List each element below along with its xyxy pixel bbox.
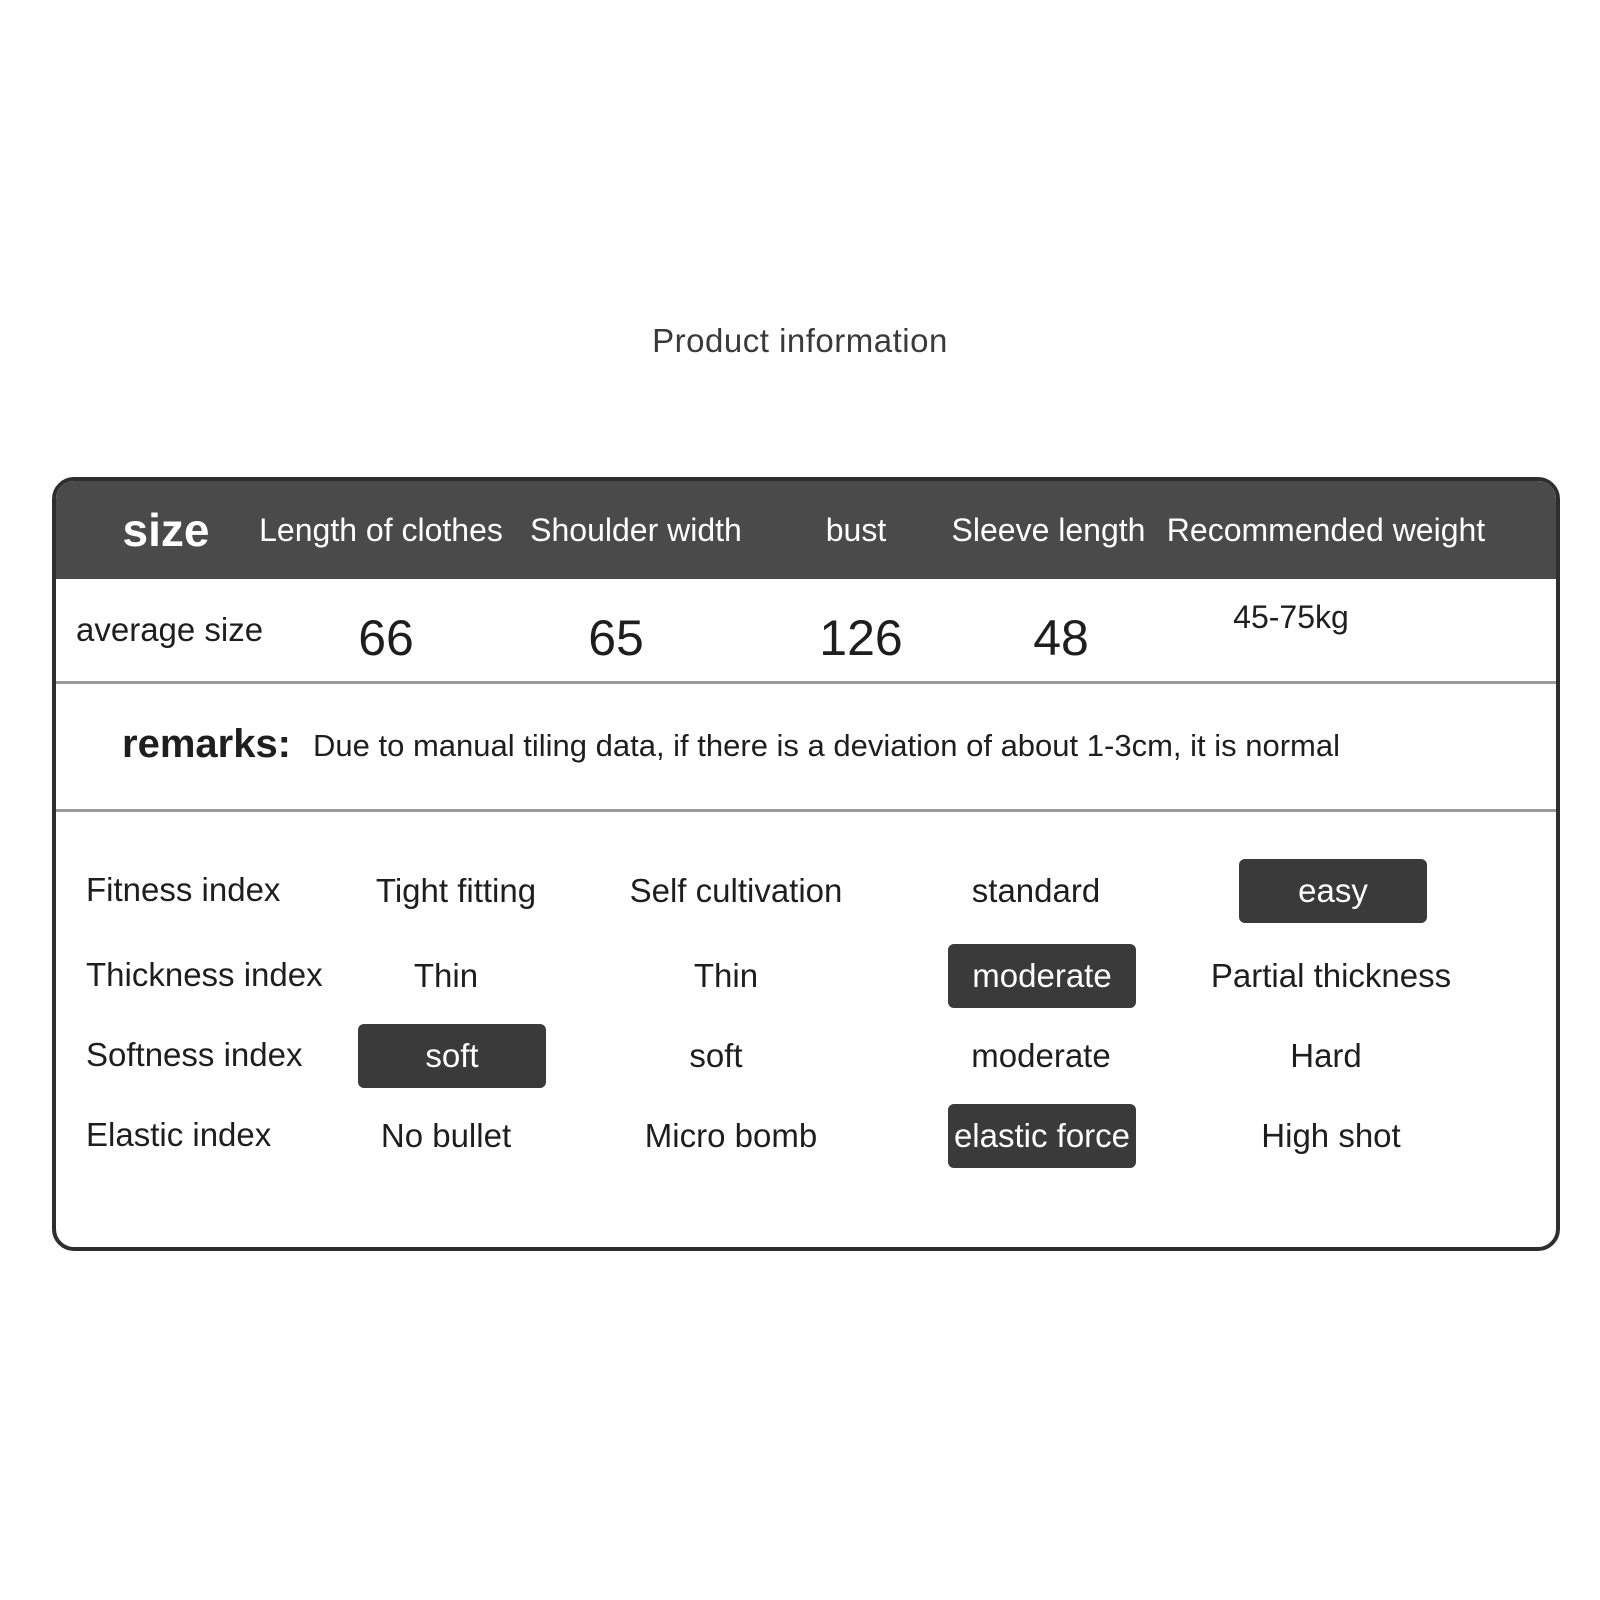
value-shoulder: 65 — [588, 610, 644, 666]
index-option-selected: soft — [358, 1024, 546, 1088]
index-option: High shot — [1261, 1117, 1401, 1154]
remarks-row — [56, 684, 1556, 812]
header-sleeve: Sleeve length — [951, 512, 1146, 548]
header-weight: Recommended weight — [1166, 512, 1486, 548]
fitness-index-row — [56, 857, 1556, 927]
index-option-selected: elastic force — [948, 1104, 1136, 1168]
index-option: Partial thickness — [1210, 957, 1452, 994]
index-option: Thin — [413, 957, 479, 994]
remarks-text: Due to manual tiling data, if there is a deviation of about 1-3cm, it is normal — [313, 728, 1340, 763]
thickness-index-row — [56, 942, 1556, 1012]
softness-index-row — [56, 1022, 1556, 1092]
index-section — [56, 812, 1556, 1251]
header-length: Length of clothes — [259, 512, 503, 548]
row-label: average size — [76, 611, 264, 648]
index-option: Hard — [1290, 1037, 1362, 1074]
page-title: Product information — [652, 322, 948, 359]
index-option: moderate — [971, 1037, 1111, 1074]
size-table-row — [56, 579, 1556, 684]
index-label: Thickness index — [86, 956, 323, 993]
index-option-selected: moderate — [948, 944, 1136, 1008]
index-option-selected: easy — [1239, 859, 1427, 923]
remarks-label: remarks: — [122, 722, 292, 766]
index-option: Micro bomb — [644, 1117, 818, 1154]
index-label: Elastic index — [86, 1116, 272, 1153]
index-label: Fitness index — [86, 871, 281, 908]
value-bust: 126 — [819, 610, 903, 666]
index-option: No bullet — [380, 1117, 512, 1154]
value-length: 66 — [358, 610, 414, 666]
value-weight: 45-75kg — [1233, 599, 1349, 635]
header-bust: bust — [825, 512, 887, 548]
header-shoulder: Shoulder width — [530, 512, 742, 548]
index-option: standard — [971, 872, 1101, 909]
product-info-card — [52, 477, 1560, 1251]
value-sleeve: 48 — [1033, 610, 1089, 666]
index-option: soft — [689, 1037, 743, 1074]
elastic-index-row — [56, 1102, 1556, 1172]
index-option: Self cultivation — [629, 872, 843, 909]
header-size: size — [122, 504, 210, 556]
index-option: Tight fitting — [375, 872, 537, 909]
size-table-header — [56, 481, 1556, 579]
index-label: Softness index — [86, 1036, 303, 1073]
index-option: Thin — [693, 957, 759, 994]
